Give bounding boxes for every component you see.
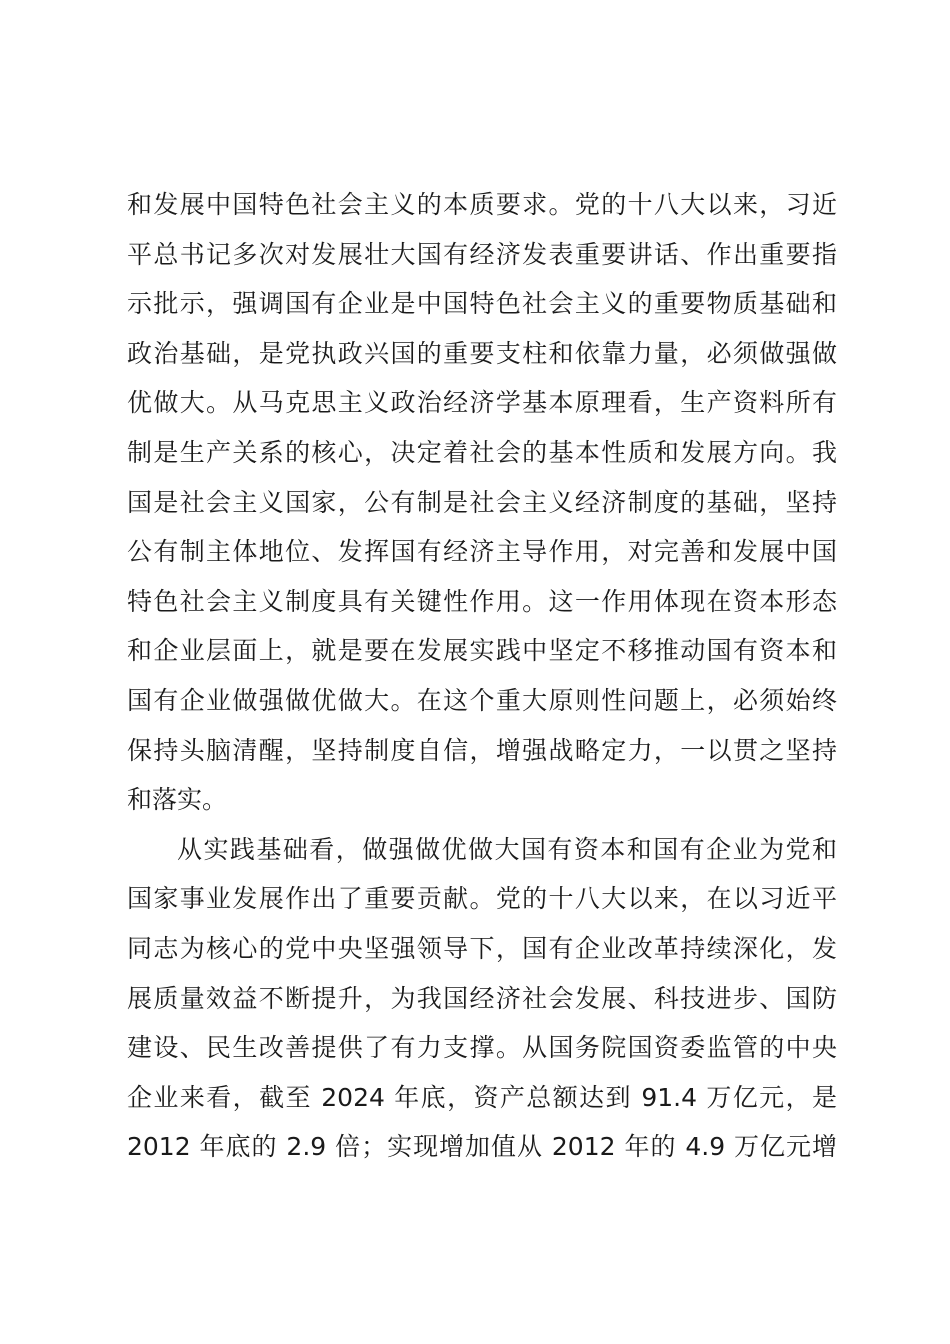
text-line-17: 展质量效益不断提升，为我国经济社会发展、科技进步、国防 xyxy=(127,983,837,1013)
text-line-13: 和落实。 xyxy=(127,785,228,815)
text-line-12: 保持头脑清醒，坚持制度自信，增强战略定力，一以贯之坚持 xyxy=(127,735,837,765)
text-line-11: 国有企业做强做优做大。在这个重大原则性问题上，必须始终 xyxy=(127,685,837,715)
text-line-7: 国是社会主义国家，公有制是社会主义经济制度的基础，坚持 xyxy=(127,487,837,517)
text-line-4: 政治基础，是党执政兴国的重要支柱和依靠力量，必须做强做 xyxy=(127,338,837,368)
text-line-3: 示批示，强调国有企业是中国特色社会主义的重要物质基础和 xyxy=(127,289,837,319)
text-line-15: 国家事业发展作出了重要贡献。党的十八大以来，在以习近平 xyxy=(127,884,837,914)
text-line-19: 企业来看，截至 2024 年底，资产总额达到 91.4 万亿元，是 xyxy=(127,1082,837,1112)
body-text xyxy=(127,180,837,1172)
text-line-14: 从实践基础看，做强做优做大国有资本和国有企业为党和 xyxy=(177,834,837,864)
text-line-1: 和发展中国特色社会主义的本质要求。党的十八大以来，习近 xyxy=(127,190,837,219)
text-line-18: 建设、民生改善提供了有力支撑。从国务院国资委监管的中央 xyxy=(127,1033,837,1063)
text-line-2: 平总书记多次对发展壮大国有经济发表重要讲话、作出重要指 xyxy=(127,239,837,269)
text-line-20: 2012 年底的 2.9 倍；实现增加值从 2012 年的 4.9 万亿元增 xyxy=(127,1132,837,1162)
text-line-5: 优做大。从马克思主义政治经济学基本原理看，生产资料所有 xyxy=(127,388,837,418)
text-line-9: 特色社会主义制度具有关键性作用。这一作用体现在资本形态 xyxy=(127,586,837,616)
text-line-16: 同志为核心的党中央坚强领导下，国有企业改革持续深化，发 xyxy=(127,933,837,963)
text-line-8: 公有制主体地位、发挥国有经济主导作用，对完善和发展中国 xyxy=(127,537,837,567)
text-line-10: 和企业层面上，就是要在发展实践中坚定不移推动国有资本和 xyxy=(127,636,837,666)
text-line-6: 制是生产关系的核心，决定着社会的基本性质和发展方向。我 xyxy=(127,437,837,467)
